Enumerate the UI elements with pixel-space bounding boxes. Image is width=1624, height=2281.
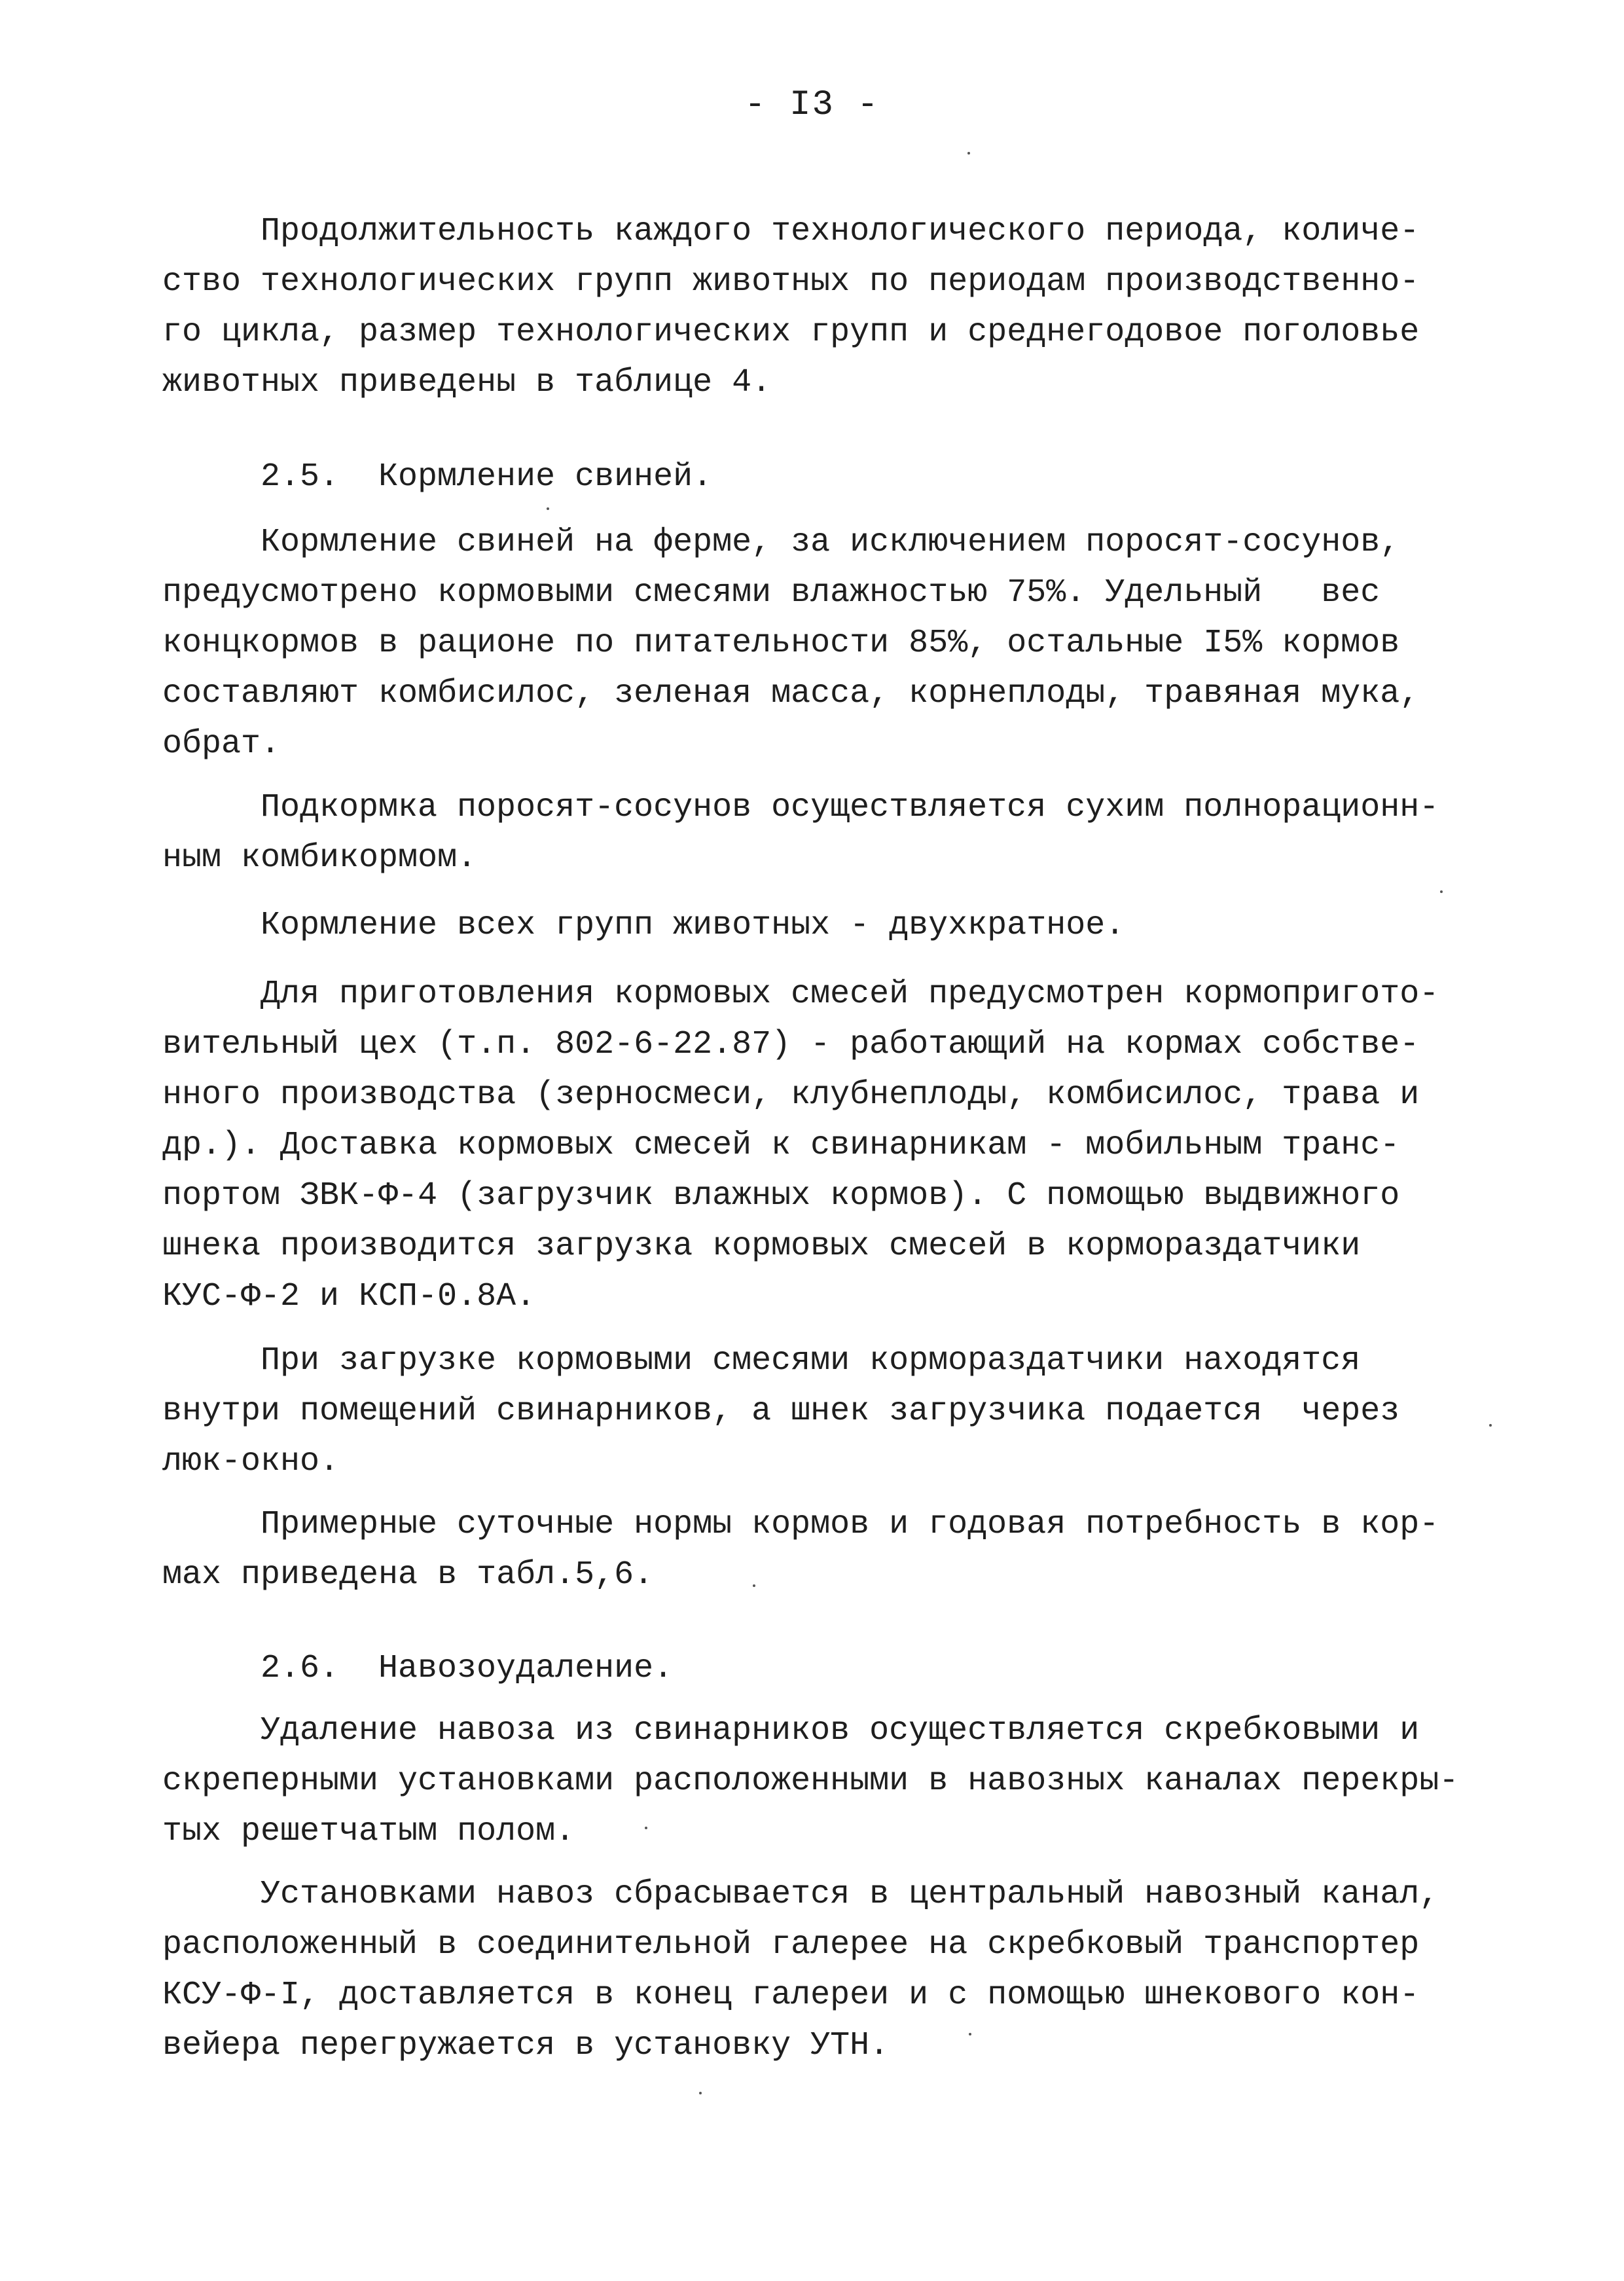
scan-speck (547, 507, 549, 510)
paragraph-feeding-mixtures (162, 517, 1504, 769)
section-heading-manure-removal: 2.6. Навозоудаление. (261, 1650, 674, 1687)
text-line: расположенный в соединительной галерее на скребковый транспортер (162, 1926, 1420, 1963)
text-line: мах приведена в табл.5,6. (162, 1556, 654, 1594)
scan-speck (1489, 1424, 1492, 1427)
scan-speck (645, 1827, 647, 1829)
text-line: шнека производится загрузка кормовых смесей в кормораздатчики (162, 1228, 1361, 1265)
text-line: составляют комбисилос, зеленая масса, корнеплоды, травяная мука, (162, 675, 1420, 712)
text-line: обрат. (162, 725, 281, 763)
text-line: нного производства (зерносмеси, клубнеплоды, комбисилос, трава и (162, 1076, 1420, 1114)
text-line: Кормление свиней на ферме, за исключением поросят-сосунов, (261, 524, 1400, 561)
paragraph-manure-transport (162, 1869, 1504, 2071)
paragraph-period-duration (162, 206, 1504, 408)
text-line: люк-окно. (162, 1443, 340, 1480)
text-line: животных приведены в таблице 4. (162, 364, 772, 401)
text-line: др.). Доставка кормовых смесей к свинарникам - мобильным транс- (162, 1127, 1400, 1164)
section-heading-feeding: 2.5. Кормление свиней. (261, 458, 713, 496)
text-line: ство технологических групп животных по периодам производственно- (162, 263, 1420, 301)
scan-speck (1440, 890, 1443, 893)
page-number: - I3 - (744, 85, 880, 125)
text-line: го цикла, размер технологических групп и среднегодовое поголовье (162, 314, 1420, 351)
text-line: концкормов в рационе по питательности 85%, остальные I5% кормов (162, 625, 1400, 662)
text-line: Примерные суточные нормы кормов и годовая потребность в кор- (261, 1506, 1439, 1543)
scan-speck (967, 152, 970, 155)
paragraph-piglet-feeding (162, 782, 1504, 883)
text-line: Кормление всех групп животных - двухкратное. (261, 907, 1125, 944)
scan-speck (969, 2033, 971, 2035)
text-line: тых решетчатым полом. (162, 1813, 575, 1850)
text-line: вейера перегружается в установку УТН. (162, 2027, 890, 2064)
text-line: КУС-Ф-2 и КСП-0.8А. (162, 1278, 536, 1315)
text-line: Подкормка поросят-сосунов осуществляется сухим полнорационн- (261, 789, 1439, 826)
paragraph-feed-preparation (162, 969, 1504, 1322)
text-line: Продолжительность каждого технологического периода, количе- (261, 213, 1420, 250)
text-line: Удаление навоза из свинарников осуществляется скребковыми и (261, 1712, 1420, 1749)
text-line: Установками навоз сбрасывается в центральный навозный канал, (261, 1876, 1439, 1913)
paragraph-loading (162, 1336, 1504, 1487)
paragraph-feed-norms (162, 1499, 1504, 1600)
text-line: предусмотрено кормовыми смесями влажностью 75%. Удельный вес (162, 574, 1380, 611)
text-line: КСУ-Ф-I, доставляется в конец галереи и с помощью шнекового кон- (162, 1977, 1420, 2014)
text-line: внутри помещений свинарников, а шнек загрузчика подается через (162, 1393, 1400, 1430)
scan-speck (699, 2092, 702, 2094)
text-line: При загрузке кормовыми смесями кормораздатчики находятся (261, 1342, 1361, 1379)
text-line: ным комбикормом. (162, 839, 477, 877)
text-line: портом ЗВК-Ф-4 (загрузчик влажных кормов). С помощью выдвижного (162, 1177, 1400, 1214)
text-line: Для приготовления кормовых смесей предусмотрен кормопригото- (261, 976, 1439, 1013)
text-line: вительный цех (т.п. 802-6-22.87) - работающий на кормах собстве- (162, 1026, 1420, 1063)
paragraph-manure-removal (162, 1706, 1504, 1857)
scan-speck (753, 1584, 755, 1587)
text-line: скреперными установками расположенными в навозных каналах перекры- (162, 1762, 1459, 1800)
paragraph-feeding-frequency (162, 900, 1504, 951)
